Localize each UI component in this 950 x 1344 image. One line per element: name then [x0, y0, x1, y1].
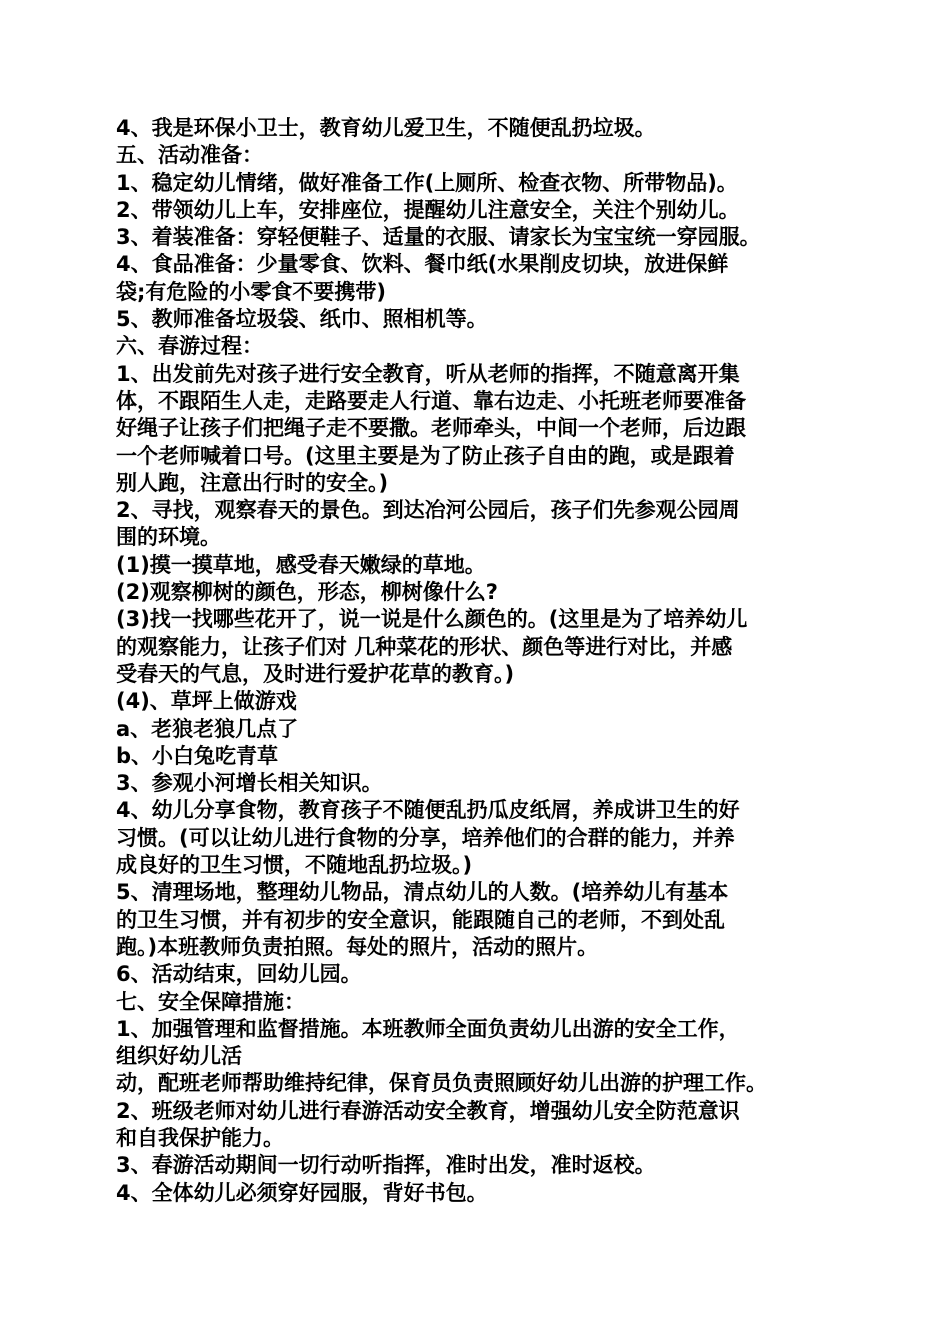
text-line: 1、稳定幼儿情绪，做好准备工作(上厕所、检查衣物、所带物品)。 — [116, 170, 738, 195]
text-line: 1、出发前先对孩子进行安全教育，听从老师的指挥，不随意离开集 — [116, 361, 740, 386]
text-line: 5、教师准备垃圾袋、纸巾、照相机等。 — [116, 307, 488, 332]
text-line: a、老狼老狼几点了 — [116, 716, 299, 741]
text-line: (3)找一找哪些花开了，说一说是什么颜色的。(这里是为了培养幼儿 — [116, 607, 748, 632]
text-line: (1)摸一摸草地，感受春天嫩绿的草地。 — [116, 552, 486, 577]
text-line: 受春天的气息，及时进行爱护花草的教育。) — [116, 661, 515, 686]
text-line: 3、参观小河增长相关知识。 — [116, 771, 383, 796]
section-heading-safety: 七、安全保障措施： — [116, 989, 305, 1014]
text-line: 组织好幼儿活 — [116, 1044, 242, 1069]
document-page — [116, 115, 846, 1207]
text-line: 成良好的卫生习惯，不随地乱扔垃圾。) — [116, 853, 473, 878]
text-line: 4、我是环保小卫士，教育幼儿爱卫生，不随便乱扔垃圾。 — [116, 116, 656, 140]
text-line: 好绳子让孩子们把绳子走不要撒。老师牵头，中间一个老师，后边跟 — [116, 416, 746, 441]
text-line: 4、幼儿分享食物，教育孩子不随便乱扔瓜皮纸屑，养成讲卫生的好 — [116, 798, 740, 823]
text-line: 4、食品准备：少量零食、饮料、餐巾纸(水果削皮切块，放进保鲜 — [116, 252, 729, 277]
text-line: 的卫生习惯，并有初步的安全意识，能跟随自己的老师，不到处乱 — [116, 907, 725, 932]
text-line: b、小白兔吃青草 — [116, 743, 279, 768]
text-line: 2、班级老师对幼儿进行春游活动安全教育，增强幼儿安全防范意识 — [116, 1098, 740, 1123]
text-line: 一个老师喊着口号。(这里主要是为了防止孩子自由的跑，或是跟着 — [116, 443, 735, 468]
section-heading-preparation: 五、活动准备： — [116, 143, 263, 168]
text-line: 跑。)本班教师负责拍照。每处的照片，活动的照片。 — [116, 934, 599, 959]
text-line: 和自我保护能力。 — [116, 1125, 284, 1150]
text-line: 3、春游活动期间一切行动听指挥，准时出发，准时返校。 — [116, 1153, 656, 1178]
text-line: 1、加强管理和监督措施。本班教师全面负责幼儿出游的安全工作， — [116, 1016, 740, 1041]
text-line: 体，不跟陌生人走，走路要走人行道、靠右边走、小托班老师要准备 — [116, 388, 746, 413]
text-line: 的观察能力，让孩子们对 几种菜花的形状、颜色等进行对比，并感 — [116, 634, 733, 659]
section-heading-process: 六、春游过程： — [116, 334, 263, 359]
text-line: 3、着装准备：穿轻便鞋子、适量的衣服、请家长为宝宝统一穿园服。 — [116, 225, 761, 250]
text-line: 5、清理场地，整理幼儿物品，清点幼儿的人数。(培养幼儿有基本 — [116, 880, 729, 905]
text-line: (2)观察柳树的颜色，形态，柳树像什么? — [116, 580, 498, 605]
text-line: 袋;有危险的小零食不要携带) — [116, 279, 386, 304]
text-line: 2、带领幼儿上车，安排座位，提醒幼儿注意安全，关注个别幼儿。 — [116, 197, 740, 222]
text-line: 动，配班老师帮助维持纪律，保育员负责照顾好幼儿出游的护理工作。 — [116, 1071, 767, 1096]
text-line: 围的环境。 — [116, 525, 221, 550]
text-line: 6、活动结束，回幼儿园。 — [116, 962, 362, 987]
text-line: 2、寻找，观察春天的景色。到达冶河公园后，孩子们先参观公园周 — [116, 498, 740, 523]
text-line: 4、全体幼儿必须穿好园服，背好书包。 — [116, 1180, 488, 1205]
text-line: 别人跑，注意出行时的安全。) — [116, 470, 389, 495]
text-line: 习惯。(可以让幼儿进行食物的分享，培养他们的合群的能力，并养 — [116, 825, 735, 850]
text-line: (4)、草坪上做游戏 — [116, 689, 297, 714]
